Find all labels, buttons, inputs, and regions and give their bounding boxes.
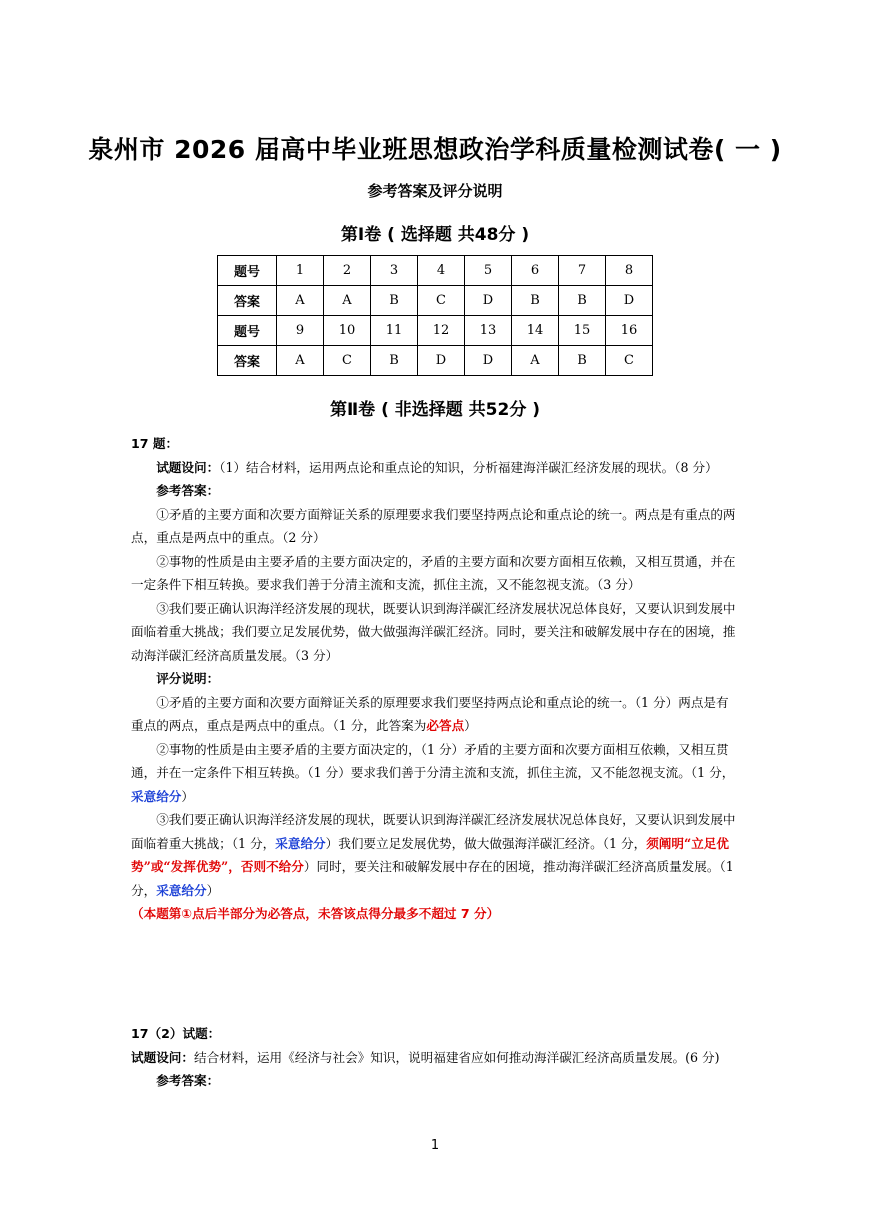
table-cell: 3 xyxy=(371,256,418,286)
flexible-score-mark: 采意给分 xyxy=(131,788,182,804)
table-cell: 15 xyxy=(559,316,606,346)
q17-heading: 17 题： xyxy=(131,436,179,451)
table-row xyxy=(218,316,653,346)
q17-score-2 xyxy=(131,738,737,809)
table-cell: A xyxy=(277,346,324,376)
row-header: 题号 xyxy=(218,316,277,346)
score-1-text: ①矛盾的主要方面和次要方面辩证关系的原理要求我们要坚持两点论和重点论的统一。（1 分）两点是有重点的两点，重点是两点中的重点。（1 分，此答案为 xyxy=(131,694,729,733)
q17-score-label: 评分说明： xyxy=(156,671,220,686)
score-3-text-c: ）同时，要关注和破解发展中存在的困境，推动海洋碳汇经济高质量发展。（1 分， xyxy=(131,859,734,898)
q17-ref-3: ③我们要正确认识海洋经济发展的现状，既要认识到海洋碳汇经济发展状况总体良好，又要认识到发展中面临着重大挑战；我们要立足发展优势，做大做强海洋碳汇经济。同时，要关注和破解发展中存在的困境，推动海洋碳汇经济高质量发展。（3 分） xyxy=(131,600,736,663)
table-row xyxy=(218,346,653,376)
q17-2-prompt xyxy=(131,1046,737,1070)
table-cell: C xyxy=(418,286,465,316)
table-cell: 4 xyxy=(418,256,465,286)
score-2-text: ②事物的性质是由主要矛盾的主要方面决定的，（1 分）矛盾的主要方面和次要方面相互依赖，又相互贯通，并在一定条件下相互转换。（1 分）要求我们善于分清主流和支流，抓住主流，又不能忽视支流。（1 分， xyxy=(131,741,735,780)
table-cell: B xyxy=(512,286,559,316)
table-cell: 14 xyxy=(512,316,559,346)
q17-2-heading: 17（2）试题： xyxy=(131,1026,221,1041)
answer-table xyxy=(217,255,653,376)
row-header: 题号 xyxy=(218,256,277,286)
score-3-text-a: ③我们要正确认识海洋经济发展的现状，既要认识到海洋碳汇经济发展状况总体良好，又要认识到发展中面临着重大挑战；（1 分， xyxy=(131,812,736,851)
q17-ref-label: 参考答案： xyxy=(156,483,220,498)
table-cell: B xyxy=(559,286,606,316)
q17-score-3 xyxy=(131,808,737,902)
table-cell: 10 xyxy=(324,316,371,346)
q17-prompt xyxy=(131,456,737,480)
table-cell: 11 xyxy=(371,316,418,346)
condition-note: 须阐明“立足优势”或“发挥优势”，否则不给分 xyxy=(131,835,729,874)
score-3-text-b: ）我们要立足发展优势，做大做强海洋碳汇经济。（1 分， xyxy=(325,835,647,851)
table-cell: 6 xyxy=(512,256,559,286)
table-cell: 2 xyxy=(324,256,371,286)
table-row xyxy=(218,256,653,286)
score-2-close: ） xyxy=(181,788,194,804)
table-cell: D xyxy=(465,286,512,316)
q17-prompt-text: （1）结合材料，运用两点论和重点论的知识，分析福建海洋碳汇经济发展的现状。（8 分） xyxy=(219,459,718,475)
table-cell: 13 xyxy=(465,316,512,346)
table-cell: 9 xyxy=(277,316,324,346)
table-cell: B xyxy=(371,346,418,376)
table-cell: 12 xyxy=(418,316,465,346)
table-cell: B xyxy=(371,286,418,316)
table-cell: C xyxy=(606,346,653,376)
q17-note: （本题第①点后半部分为必答点，未答该点得分最多不超过 7 分） xyxy=(131,906,500,921)
table-cell: B xyxy=(559,346,606,376)
table-cell: 16 xyxy=(606,316,653,346)
q17-2-prompt-text: 结合材料，运用《经济与社会》知识，说明福建省应如何推动海洋碳汇经济高质量发展。(6 分) xyxy=(193,1049,720,1065)
table-cell: C xyxy=(324,346,371,376)
table-cell: 5 xyxy=(465,256,512,286)
q17-2-block xyxy=(131,1022,737,1093)
table-cell: D xyxy=(606,286,653,316)
table-row xyxy=(218,286,653,316)
row-header: 答案 xyxy=(218,286,277,316)
q17-score-1 xyxy=(131,691,737,738)
section-2-heading: 第Ⅱ卷 ( 非选择题 共52分 ) xyxy=(329,400,541,420)
flexible-score-mark: 采意给分 xyxy=(275,835,326,851)
table-cell: A xyxy=(512,346,559,376)
page-number: 1 xyxy=(430,1138,440,1153)
table-cell: 1 xyxy=(277,256,324,286)
q17-prompt-label: 试题设问： xyxy=(156,459,220,475)
q17-block xyxy=(131,432,737,926)
q17-2-ref-label: 参考答案： xyxy=(156,1073,220,1088)
table-cell: 7 xyxy=(559,256,606,286)
flexible-score-mark: 采意给分 xyxy=(156,882,207,898)
score-3-close: ） xyxy=(206,882,220,898)
table-cell: 8 xyxy=(606,256,653,286)
q17-2-prompt-label: 试题设问： xyxy=(131,1049,194,1065)
row-header: 答案 xyxy=(218,346,277,376)
q17-ref-2: ②事物的性质是由主要矛盾的主要方面决定的，矛盾的主要方面和次要方面相互依赖，又相互贯通，并在一定条件下相互转换。要求我们善于分清主流和支流，抓住主流，又不能忽视支流。（3 分） xyxy=(131,553,736,592)
section-1-heading: 第Ⅰ卷 ( 选择题 共48分 ) xyxy=(340,225,530,245)
table-cell: D xyxy=(465,346,512,376)
table-cell: A xyxy=(277,286,324,316)
document-subtitle: 参考答案及评分说明 xyxy=(367,182,503,200)
q17-ref-1: ①矛盾的主要方面和次要方面辩证关系的原理要求我们要坚持两点论和重点论的统一。两点是有重点的两点，重点是两点中的重点。（2 分） xyxy=(131,506,736,545)
document-title: 泉州市 2026 届高中毕业班思想政治学科质量检测试卷( 一 ) xyxy=(88,135,782,164)
table-cell: D xyxy=(418,346,465,376)
table-cell: A xyxy=(324,286,371,316)
score-1-close: ） xyxy=(464,718,477,733)
required-point-mark: 必答点 xyxy=(426,718,465,733)
